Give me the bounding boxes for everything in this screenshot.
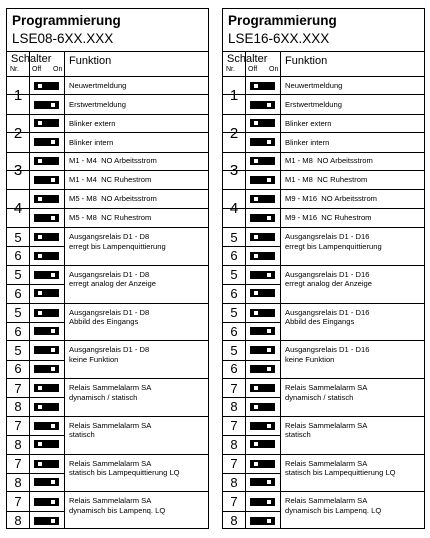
switch-setting-row bbox=[223, 209, 424, 227]
dip-switch-off bbox=[250, 440, 275, 448]
switch-number: 5 bbox=[14, 267, 22, 283]
dip-switch-off bbox=[250, 119, 275, 127]
switch-pair-group bbox=[7, 379, 208, 417]
function-text: Relais Sammelalarm SA dynamisch / statisch bbox=[285, 383, 368, 402]
table-title: Programmierung bbox=[228, 13, 337, 28]
nr-header: Nr. bbox=[226, 66, 235, 73]
switch-number: 3 bbox=[229, 162, 239, 180]
function-text: Blinker extern bbox=[285, 118, 332, 128]
row-divider bbox=[7, 473, 64, 474]
row-divider bbox=[223, 322, 280, 323]
model-code: LSE08-6XX.XXX bbox=[12, 31, 114, 46]
dip-switch-off bbox=[34, 195, 59, 203]
switch-number: 5 bbox=[230, 305, 238, 321]
dip-switch-knob bbox=[267, 178, 271, 182]
switch-setting-row bbox=[223, 95, 424, 113]
row-divider bbox=[7, 360, 64, 361]
function-text: M5 - M8 NO Arbeitsstrom bbox=[69, 194, 157, 204]
function-text: Blinker intern bbox=[69, 137, 114, 147]
function-text: Erstwertmeldung bbox=[285, 99, 342, 109]
dip-switch-knob bbox=[38, 442, 42, 446]
switch-number: 7 bbox=[14, 380, 22, 396]
on-header: On bbox=[269, 66, 279, 73]
dip-switch-knob bbox=[254, 84, 258, 88]
switch-number: 7 bbox=[14, 456, 22, 472]
row-divider bbox=[223, 284, 280, 285]
off-header: Off bbox=[32, 66, 42, 73]
switch-number: 8 bbox=[230, 513, 238, 529]
function-text: Erstwertmeldung bbox=[69, 99, 126, 109]
row-divider bbox=[7, 435, 64, 436]
function-text: Relais Sammelalarm SA statisch bis Lampequittierung LQ bbox=[69, 458, 180, 477]
programming-table-lse16 bbox=[222, 8, 425, 529]
dip-switch-off bbox=[34, 460, 59, 468]
switch-setting-row bbox=[7, 115, 208, 133]
row-divider bbox=[223, 435, 280, 436]
switch-pair-group bbox=[223, 228, 424, 266]
dip-switch-off bbox=[250, 309, 275, 317]
dip-switch-on bbox=[34, 346, 59, 354]
function-text: Blinker extern bbox=[69, 118, 116, 128]
function-text: Ausgangsrelais D1 - D16 erregt bis Lampenquittierung bbox=[285, 232, 382, 251]
funktion-header: Funktion bbox=[69, 55, 112, 67]
switch-pair-group bbox=[223, 455, 424, 493]
switch-number: 8 bbox=[14, 399, 22, 415]
dip-switch-knob bbox=[51, 500, 55, 504]
dip-switch-knob bbox=[254, 291, 258, 295]
switch-number: 7 bbox=[230, 456, 238, 472]
dip-switch-knob bbox=[254, 254, 258, 258]
dip-switch-on bbox=[34, 517, 59, 525]
programming-table-lse08 bbox=[6, 8, 209, 529]
switch-setting-row bbox=[223, 153, 424, 171]
switch-number: 5 bbox=[14, 342, 22, 358]
function-text: Ausgangsrelais D1 - D16 erregt analog der Anzeige bbox=[285, 269, 372, 289]
on-header: On bbox=[53, 66, 63, 73]
dip-switch-knob bbox=[51, 480, 55, 484]
dip-switch-knob bbox=[267, 424, 271, 428]
switch-setting-row bbox=[7, 190, 208, 208]
switch-group bbox=[223, 115, 424, 153]
dip-switch-knob bbox=[267, 103, 271, 107]
dip-switch-on bbox=[250, 422, 275, 430]
dip-switch-off bbox=[34, 82, 59, 90]
dip-switch-knob bbox=[38, 197, 42, 201]
dip-switch-off bbox=[250, 403, 275, 411]
dip-switch-on bbox=[250, 517, 275, 525]
switch-number: 1 bbox=[229, 86, 239, 104]
dip-switch-knob bbox=[38, 159, 42, 163]
dip-switch-on bbox=[250, 365, 275, 373]
row-divider bbox=[223, 246, 280, 247]
row-divider bbox=[7, 284, 64, 285]
dip-switch-off bbox=[250, 460, 275, 468]
dip-switch-on bbox=[34, 101, 59, 109]
switch-pair-group bbox=[7, 228, 208, 266]
row-divider bbox=[7, 511, 64, 512]
dip-switch-knob bbox=[254, 159, 258, 163]
function-text: Ausgangsrelais D1 - D16 Abbild des Eingangs bbox=[285, 307, 370, 326]
dip-switch-on bbox=[34, 138, 59, 146]
switch-group bbox=[7, 190, 208, 228]
dip-switch-off bbox=[34, 440, 59, 448]
dip-switch-knob bbox=[38, 386, 42, 390]
schalter-header: Schalter bbox=[11, 53, 52, 65]
switch-number: 5 bbox=[230, 342, 238, 358]
switch-pair-group bbox=[7, 455, 208, 493]
dip-switch-on bbox=[34, 498, 59, 506]
switch-number: 4 bbox=[229, 200, 239, 218]
switch-pair-group bbox=[223, 341, 424, 379]
dip-switch-off bbox=[34, 119, 59, 127]
dip-switch-knob bbox=[267, 329, 271, 333]
switch-group bbox=[223, 77, 424, 115]
table-body bbox=[7, 77, 208, 528]
switch-pair-group bbox=[7, 304, 208, 342]
switch-pair-group bbox=[7, 417, 208, 455]
function-text: Ausgangsrelais D1 - D8 keine Funktion bbox=[69, 345, 150, 364]
dip-switch-knob bbox=[267, 216, 271, 220]
dip-switch-off bbox=[250, 233, 275, 241]
switch-pair-group bbox=[223, 266, 424, 304]
dip-switch-knob bbox=[267, 367, 271, 371]
switch-number: 5 bbox=[14, 305, 22, 321]
dip-switch-knob bbox=[267, 273, 271, 277]
dip-switch-knob bbox=[51, 216, 55, 220]
dip-switch-knob bbox=[51, 103, 55, 107]
switch-number: 7 bbox=[14, 418, 22, 434]
dip-switch-knob bbox=[254, 121, 258, 125]
switch-setting-row bbox=[7, 95, 208, 113]
dip-switch-knob bbox=[51, 329, 55, 333]
dip-switch-off bbox=[250, 289, 275, 297]
dip-switch-knob bbox=[51, 519, 55, 523]
switch-number: 2 bbox=[13, 124, 23, 142]
dip-switch-off bbox=[34, 309, 59, 317]
dip-switch-knob bbox=[254, 442, 258, 446]
switch-number: 7 bbox=[230, 380, 238, 396]
dip-switch-on bbox=[250, 346, 275, 354]
function-text: Neuwertmeldung bbox=[285, 80, 343, 90]
dip-switch-on bbox=[34, 214, 59, 222]
switch-setting-row bbox=[7, 133, 208, 151]
dip-switch-knob bbox=[254, 197, 258, 201]
dip-switch-knob bbox=[51, 424, 55, 428]
row-divider bbox=[223, 473, 280, 474]
function-text: Ausgangsrelais D1 - D8 erregt analog der Anzeige bbox=[69, 269, 156, 289]
dip-switch-knob bbox=[38, 254, 42, 258]
switch-number: 7 bbox=[230, 494, 238, 510]
dip-switch-knob bbox=[254, 386, 258, 390]
dip-switch-on bbox=[250, 478, 275, 486]
switch-number: 5 bbox=[230, 229, 238, 245]
switch-pair-group bbox=[7, 492, 208, 530]
dip-switch-on bbox=[250, 176, 275, 184]
dip-switch-on bbox=[250, 327, 275, 335]
switch-number: 8 bbox=[14, 436, 22, 452]
dip-switch-on bbox=[34, 478, 59, 486]
dip-switch-knob bbox=[38, 121, 42, 125]
function-text: M1 - M4 NC Ruhestrom bbox=[69, 175, 152, 185]
switch-group bbox=[7, 77, 208, 115]
function-text: Ausgangsrelais D1 - D8 erregt bis Lampenquittierung bbox=[69, 232, 166, 251]
switch-setting-row bbox=[7, 209, 208, 227]
switch-number: 6 bbox=[14, 248, 22, 264]
switch-number: 1 bbox=[13, 86, 23, 104]
switch-setting-row bbox=[223, 133, 424, 151]
switch-setting-row bbox=[223, 171, 424, 189]
row-divider bbox=[7, 397, 64, 398]
dip-switch-on bbox=[34, 176, 59, 184]
function-text: Ausgangsrelais D1 - D8 Abbild des Eingangs bbox=[69, 307, 150, 326]
dip-switch-off bbox=[34, 289, 59, 297]
switch-pair-group bbox=[223, 379, 424, 417]
switch-setting-row bbox=[7, 171, 208, 189]
dip-switch-off bbox=[250, 157, 275, 165]
switch-setting-row bbox=[7, 77, 208, 95]
dip-switch-on bbox=[250, 101, 275, 109]
dip-switch-on bbox=[250, 138, 275, 146]
dip-switch-knob bbox=[51, 140, 55, 144]
dip-switch-on bbox=[34, 422, 59, 430]
switch-setting-row bbox=[7, 153, 208, 171]
row-divider bbox=[223, 360, 280, 361]
function-text: M5 - M8 NC Ruhestrom bbox=[69, 213, 152, 223]
dip-switch-knob bbox=[38, 311, 42, 315]
dip-switch-off bbox=[34, 252, 59, 260]
schalter-header: Schalter bbox=[227, 53, 268, 65]
dip-switch-knob bbox=[267, 480, 271, 484]
dip-switch-on bbox=[250, 271, 275, 279]
dip-switch-knob bbox=[51, 348, 55, 352]
model-code: LSE16-6XX.XXX bbox=[228, 31, 330, 46]
dip-switch-knob bbox=[51, 367, 55, 371]
dip-switch-knob bbox=[38, 405, 42, 409]
function-text: Neuwertmeldung bbox=[69, 80, 127, 90]
dip-switch-knob bbox=[51, 178, 55, 182]
switch-number: 8 bbox=[230, 399, 238, 415]
switch-pair-group bbox=[223, 417, 424, 455]
switch-number: 6 bbox=[14, 323, 22, 339]
switch-number: 8 bbox=[14, 474, 22, 490]
switch-number: 6 bbox=[230, 361, 238, 377]
switch-number: 7 bbox=[230, 418, 238, 434]
function-text: Ausgangsrelais D1 - D16 keine Funktion bbox=[285, 345, 370, 364]
dip-switch-on bbox=[34, 365, 59, 373]
switch-number: 6 bbox=[14, 361, 22, 377]
function-text: Relais Sammelalarm SA statisch bis Lampequittierung LQ bbox=[285, 458, 396, 477]
switch-number: 8 bbox=[230, 436, 238, 452]
dip-switch-off bbox=[34, 384, 59, 392]
dip-switch-off bbox=[34, 233, 59, 241]
switch-number: 8 bbox=[230, 474, 238, 490]
switch-number: 6 bbox=[230, 285, 238, 301]
dip-switch-on bbox=[34, 271, 59, 279]
switch-group bbox=[7, 115, 208, 153]
row-divider bbox=[7, 246, 64, 247]
switch-number: 5 bbox=[14, 229, 22, 245]
function-text: Relais Sammelalarm SA dynamisch bis Lampenq. LQ bbox=[69, 496, 166, 515]
table-header bbox=[223, 9, 424, 52]
switch-number: 2 bbox=[229, 124, 239, 142]
switch-pair-group bbox=[7, 341, 208, 379]
switch-group bbox=[7, 153, 208, 191]
switch-number: 3 bbox=[13, 162, 23, 180]
off-header: Off bbox=[248, 66, 258, 73]
switch-pair-group bbox=[223, 492, 424, 530]
dip-switch-knob bbox=[267, 519, 271, 523]
function-text: Blinker intern bbox=[285, 137, 330, 147]
row-divider bbox=[223, 397, 280, 398]
table-header bbox=[7, 9, 208, 52]
dip-switch-knob bbox=[51, 273, 55, 277]
switch-number: 6 bbox=[230, 323, 238, 339]
switch-number: 7 bbox=[14, 494, 22, 510]
dip-switch-knob bbox=[38, 84, 42, 88]
table-body bbox=[223, 77, 424, 528]
switch-setting-row bbox=[223, 190, 424, 208]
dip-switch-off bbox=[250, 195, 275, 203]
dip-switch-knob bbox=[38, 235, 42, 239]
column-header bbox=[7, 52, 208, 77]
switch-number: 4 bbox=[13, 200, 23, 218]
switch-number: 8 bbox=[14, 513, 22, 529]
funktion-header: Funktion bbox=[285, 55, 328, 67]
switch-number: 6 bbox=[14, 285, 22, 301]
dip-switch-on bbox=[250, 498, 275, 506]
dip-switch-off bbox=[34, 157, 59, 165]
row-divider bbox=[7, 322, 64, 323]
function-text: Relais Sammelalarm SA dynamisch bis Lampenq. LQ bbox=[285, 496, 382, 515]
dip-switch-knob bbox=[267, 500, 271, 504]
function-text: M9 - M16 NO Arbeitsstrom bbox=[285, 194, 377, 204]
dip-switch-knob bbox=[267, 348, 271, 352]
switch-group bbox=[223, 190, 424, 228]
dip-switch-on bbox=[34, 327, 59, 335]
dip-switch-on bbox=[250, 214, 275, 222]
dip-switch-knob bbox=[38, 291, 42, 295]
dip-switch-knob bbox=[254, 462, 258, 466]
function-text: M9 - M16 NC Ruhestrom bbox=[285, 213, 372, 223]
function-text: Relais Sammelalarm SA dynamisch / statisch bbox=[69, 383, 152, 402]
function-text: M1 - M8 NO Arbeitsstrom bbox=[285, 156, 373, 166]
switch-group bbox=[223, 153, 424, 191]
column-header bbox=[223, 52, 424, 77]
nr-header: Nr. bbox=[10, 66, 19, 73]
dip-switch-off bbox=[250, 252, 275, 260]
dip-switch-knob bbox=[38, 462, 42, 466]
switch-setting-row bbox=[223, 77, 424, 95]
dip-switch-off bbox=[34, 403, 59, 411]
function-text: M1 - M4 NO Arbeitsstrom bbox=[69, 156, 157, 166]
dip-switch-knob bbox=[254, 235, 258, 239]
dip-switch-off bbox=[250, 82, 275, 90]
dip-switch-knob bbox=[254, 311, 258, 315]
row-divider bbox=[223, 511, 280, 512]
switch-pair-group bbox=[7, 266, 208, 304]
table-title: Programmierung bbox=[12, 13, 121, 28]
dip-switch-knob bbox=[267, 140, 271, 144]
switch-setting-row bbox=[223, 115, 424, 133]
switch-number: 5 bbox=[230, 267, 238, 283]
switch-pair-group bbox=[223, 304, 424, 342]
function-text: Relais Sammelalarm SA statisch bbox=[285, 420, 368, 440]
dip-switch-off bbox=[250, 384, 275, 392]
function-text: Relais Sammelalarm SA statisch bbox=[69, 420, 152, 440]
dip-switch-knob bbox=[254, 405, 258, 409]
switch-number: 6 bbox=[230, 248, 238, 264]
function-text: M1 - M8 NC Ruhestrom bbox=[285, 175, 368, 185]
